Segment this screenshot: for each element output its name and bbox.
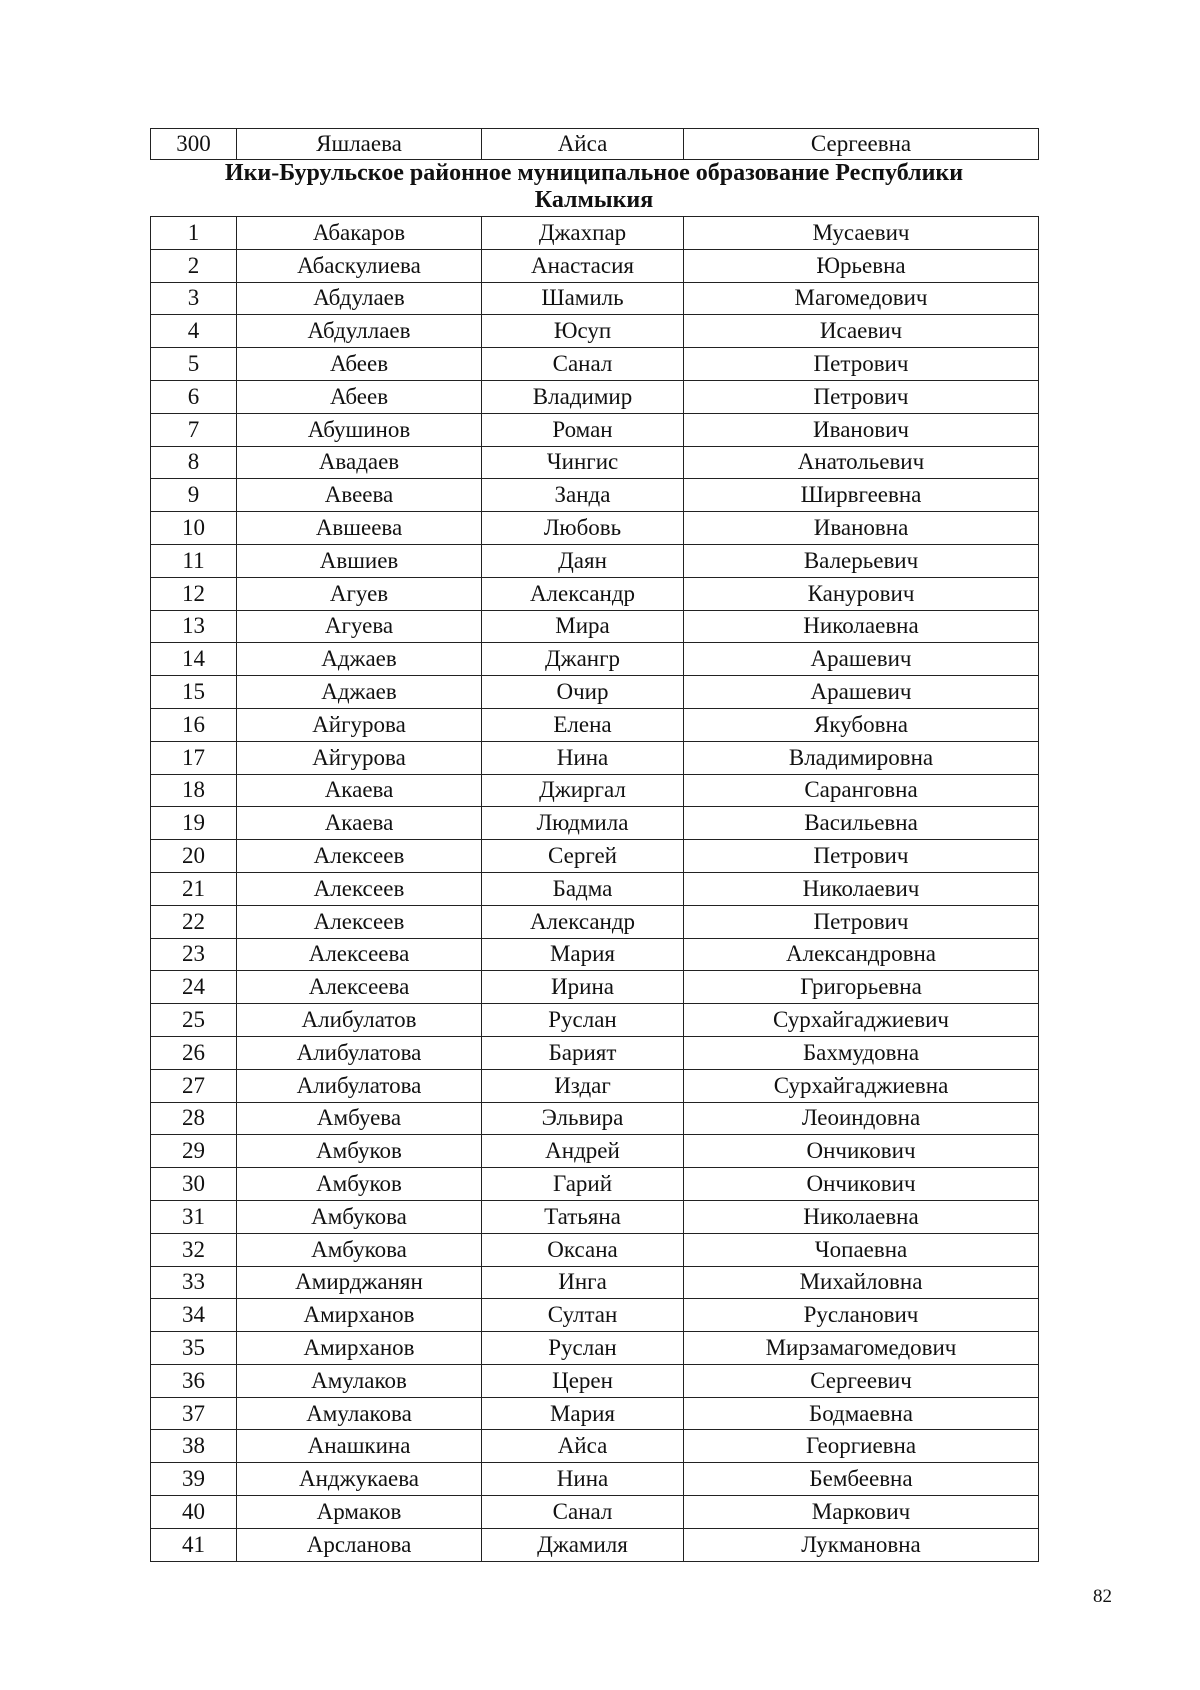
row-number-cell: 2 (151, 249, 237, 282)
last-name-cell: Абдуллаев (237, 315, 482, 348)
last-name-cell: Авшеева (237, 512, 482, 545)
patronymic-cell: Анатольевич (684, 446, 1039, 479)
patronymic-cell: Исаевич (684, 315, 1039, 348)
first-name-cell: Нина (482, 1463, 684, 1496)
row-number-cell: 8 (151, 446, 237, 479)
last-name-cell: Алексеев (237, 872, 482, 905)
last-name-cell: Амулаков (237, 1364, 482, 1397)
patronymic-cell: Бембеевна (684, 1463, 1039, 1496)
first-name-cell: Занда (482, 479, 684, 512)
patronymic-cell: Леоиндовна (684, 1102, 1039, 1135)
first-name-cell: Айса (482, 1430, 684, 1463)
first-name-cell: Роман (482, 413, 684, 446)
first-name-cell: Очир (482, 676, 684, 709)
first-name-cell: Оксана (482, 1233, 684, 1266)
first-name-cell: Санал (482, 348, 684, 381)
row-number-cell: 35 (151, 1332, 237, 1365)
table-row (151, 315, 1039, 348)
last-name-cell: Алексеева (237, 938, 482, 971)
patronymic-cell: Бодмаевна (684, 1397, 1039, 1430)
row-number-cell: 3 (151, 282, 237, 315)
patronymic-cell: Петрович (684, 905, 1039, 938)
row-number-cell: 21 (151, 872, 237, 905)
row-number-cell: 36 (151, 1364, 237, 1397)
row-number-cell: 18 (151, 774, 237, 807)
row-number-cell: 28 (151, 1102, 237, 1135)
section-heading (150, 160, 1038, 214)
first-name-cell: Инга (482, 1266, 684, 1299)
table-row (151, 129, 1039, 160)
patronymic-cell: Николаевна (684, 1200, 1039, 1233)
patronymic-cell: Ончикович (684, 1135, 1039, 1168)
last-name-cell: Анашкина (237, 1430, 482, 1463)
row-number-cell: 13 (151, 610, 237, 643)
last-name-cell: Абдулаев (237, 282, 482, 315)
table-row (151, 938, 1039, 971)
patronymic-cell: Иванович (684, 413, 1039, 446)
first-name-cell: Джангр (482, 643, 684, 676)
row-number-cell: 24 (151, 971, 237, 1004)
first-name-cell: Чингис (482, 446, 684, 479)
patronymic-cell: Николаевич (684, 872, 1039, 905)
row-number-cell: 25 (151, 1004, 237, 1037)
first-name-cell: Александр (482, 577, 684, 610)
patronymic-cell: Мусаевич (684, 217, 1039, 250)
patronymic-cell: Русланович (684, 1299, 1039, 1332)
table-row (151, 643, 1039, 676)
table-row (151, 807, 1039, 840)
last-name-cell: Арсланова (237, 1528, 482, 1561)
first-name-cell: Татьяна (482, 1200, 684, 1233)
table-row (151, 512, 1039, 545)
first-name-cell: Шамиль (482, 282, 684, 315)
patronymic-cell: Васильевна (684, 807, 1039, 840)
first-name-cell: Александр (482, 905, 684, 938)
first-name-cell: Владимир (482, 380, 684, 413)
table-row (151, 577, 1039, 610)
row-number-cell: 39 (151, 1463, 237, 1496)
row-number-cell: 20 (151, 840, 237, 873)
table-row (151, 1200, 1039, 1233)
row-number-cell: 40 (151, 1496, 237, 1529)
last-name-cell: Аджаев (237, 643, 482, 676)
last-name-cell: Акаева (237, 807, 482, 840)
patronymic-cell: Николаевна (684, 610, 1039, 643)
patronymic-cell: Магомедович (684, 282, 1039, 315)
last-name-cell: Амбуков (237, 1135, 482, 1168)
patronymic-cell: Григорьевна (684, 971, 1039, 1004)
first-name-cell: Джиргал (482, 774, 684, 807)
last-name-cell: Акаева (237, 774, 482, 807)
table-row (151, 217, 1039, 250)
row-number-cell: 9 (151, 479, 237, 512)
table-row (151, 1168, 1039, 1201)
patronymic-cell: Сурхайгаджиевна (684, 1069, 1039, 1102)
table-row (151, 1463, 1039, 1496)
last-name-cell: Авадаев (237, 446, 482, 479)
row-number-cell: 7 (151, 413, 237, 446)
last-name-cell: Абакаров (237, 217, 482, 250)
patronymic-cell: Арашевич (684, 643, 1039, 676)
section-heading-line: Калмыкия (534, 187, 654, 213)
row-number-cell: 32 (151, 1233, 237, 1266)
first-name-cell: Анастасия (482, 249, 684, 282)
table-row (151, 971, 1039, 1004)
patronymic-cell: Петрович (684, 348, 1039, 381)
row-number-cell: 31 (151, 1200, 237, 1233)
first-name-cell: Мира (482, 610, 684, 643)
row-number-cell: 33 (151, 1266, 237, 1299)
row-number-cell: 14 (151, 643, 237, 676)
table-row (151, 1069, 1039, 1102)
patronymic-cell: Юрьевна (684, 249, 1039, 282)
table-row (151, 774, 1039, 807)
table-row (151, 872, 1039, 905)
first-name-cell: Руслан (482, 1004, 684, 1037)
table-row (151, 1364, 1039, 1397)
last-name-cell: Алексеев (237, 905, 482, 938)
table-row (151, 282, 1039, 315)
last-name-cell: Агуев (237, 577, 482, 610)
last-name-cell: Алибулатов (237, 1004, 482, 1037)
row-number-cell: 34 (151, 1299, 237, 1332)
patronymic-cell: Арашевич (684, 676, 1039, 709)
first-name-cell: Руслан (482, 1332, 684, 1365)
last-name-cell: Аджаев (237, 676, 482, 709)
last-name-cell: Амирханов (237, 1299, 482, 1332)
row-number-cell: 29 (151, 1135, 237, 1168)
last-name-cell: Абеев (237, 380, 482, 413)
table-row (151, 479, 1039, 512)
patronymic-cell: Сурхайгаджиевич (684, 1004, 1039, 1037)
patronymic-cell: Петрович (684, 840, 1039, 873)
last-name-cell: Абаскулиева (237, 249, 482, 282)
last-name-cell: Амирджанян (237, 1266, 482, 1299)
patronymic-cell: Канурович (684, 577, 1039, 610)
patronymic-cell: Петрович (684, 380, 1039, 413)
table-row (151, 1397, 1039, 1430)
patronymic-cell: Ончикович (684, 1168, 1039, 1201)
table-row (151, 1496, 1039, 1529)
table-row (151, 676, 1039, 709)
table-row (151, 708, 1039, 741)
last-name-cell: Агуева (237, 610, 482, 643)
row-number-cell: 300 (151, 129, 237, 160)
last-name-cell: Алибулатова (237, 1036, 482, 1069)
table-row (151, 741, 1039, 774)
last-name-cell: Абушинов (237, 413, 482, 446)
patronymic-cell: Бахмудовна (684, 1036, 1039, 1069)
last-name-cell: Абеев (237, 348, 482, 381)
last-name-cell: Яшлаева (237, 129, 482, 160)
first-name-cell: Сергей (482, 840, 684, 873)
first-name-cell: Любовь (482, 512, 684, 545)
first-name-cell: Церен (482, 1364, 684, 1397)
patronymic-cell: Ширвгеевна (684, 479, 1039, 512)
last-name-cell: Алибулатова (237, 1069, 482, 1102)
first-name-cell: Эльвира (482, 1102, 684, 1135)
last-name-cell: Алексеев (237, 840, 482, 873)
section-heading-line: Ики-Бурульское районное муниципальное образование Республики (224, 160, 964, 186)
table-row (151, 1102, 1039, 1135)
table-row (151, 446, 1039, 479)
patronymic-cell: Лукмановна (684, 1528, 1039, 1561)
patronymic-cell: Мирзамагомедович (684, 1332, 1039, 1365)
table-row (151, 1332, 1039, 1365)
row-number-cell: 12 (151, 577, 237, 610)
row-number-cell: 4 (151, 315, 237, 348)
row-number-cell: 1 (151, 217, 237, 250)
patronymic-cell: Ивановна (684, 512, 1039, 545)
first-name-cell: Нина (482, 741, 684, 774)
names-table (150, 216, 1039, 1562)
first-name-cell: Ирина (482, 971, 684, 1004)
first-name-cell: Султан (482, 1299, 684, 1332)
first-name-cell: Санал (482, 1496, 684, 1529)
first-name-cell: Елена (482, 708, 684, 741)
first-name-cell: Бадма (482, 872, 684, 905)
last-name-cell: Амбуева (237, 1102, 482, 1135)
first-name-cell: Мария (482, 1397, 684, 1430)
patronymic-cell: Чопаевна (684, 1233, 1039, 1266)
last-name-cell: Армаков (237, 1496, 482, 1529)
last-name-cell: Айгурова (237, 708, 482, 741)
table-row (151, 348, 1039, 381)
patronymic-cell: Валерьевич (684, 544, 1039, 577)
first-name-cell: Людмила (482, 807, 684, 840)
last-name-cell: Амулакова (237, 1397, 482, 1430)
table-row (151, 1135, 1039, 1168)
table-row (151, 610, 1039, 643)
first-name-cell: Гарий (482, 1168, 684, 1201)
table-row (151, 1233, 1039, 1266)
row-number-cell: 16 (151, 708, 237, 741)
last-name-cell: Анджукаева (237, 1463, 482, 1496)
patronymic-cell: Маркович (684, 1496, 1039, 1529)
row-number-cell: 6 (151, 380, 237, 413)
row-number-cell: 17 (151, 741, 237, 774)
table-row (151, 249, 1039, 282)
row-number-cell: 26 (151, 1036, 237, 1069)
row-number-cell: 15 (151, 676, 237, 709)
patronymic-cell: Михайловна (684, 1266, 1039, 1299)
patronymic-cell: Сергеевич (684, 1364, 1039, 1397)
previous-section-table (150, 128, 1039, 160)
first-name-cell: Барият (482, 1036, 684, 1069)
table-row (151, 1036, 1039, 1069)
last-name-cell: Амбукова (237, 1200, 482, 1233)
patronymic-cell: Саранговна (684, 774, 1039, 807)
patronymic-cell: Владимировна (684, 741, 1039, 774)
patronymic-cell: Якубовна (684, 708, 1039, 741)
row-number-cell: 22 (151, 905, 237, 938)
table-row (151, 413, 1039, 446)
page-number: 82 (1093, 1586, 1112, 1607)
table-row (151, 905, 1039, 938)
row-number-cell: 37 (151, 1397, 237, 1430)
first-name-cell: Джахпар (482, 217, 684, 250)
first-name-cell: Айса (482, 129, 684, 160)
table-row (151, 1004, 1039, 1037)
last-name-cell: Алексеева (237, 971, 482, 1004)
first-name-cell: Даян (482, 544, 684, 577)
last-name-cell: Авшиев (237, 544, 482, 577)
first-name-cell: Андрей (482, 1135, 684, 1168)
last-name-cell: Амбуков (237, 1168, 482, 1201)
first-name-cell: Мария (482, 938, 684, 971)
table-row (151, 1528, 1039, 1561)
table-row (151, 840, 1039, 873)
row-number-cell: 38 (151, 1430, 237, 1463)
first-name-cell: Юсуп (482, 315, 684, 348)
patronymic-cell: Сергеевна (684, 129, 1039, 160)
row-number-cell: 27 (151, 1069, 237, 1102)
last-name-cell: Амирханов (237, 1332, 482, 1365)
row-number-cell: 19 (151, 807, 237, 840)
last-name-cell: Авеева (237, 479, 482, 512)
row-number-cell: 23 (151, 938, 237, 971)
table-row (151, 1430, 1039, 1463)
row-number-cell: 10 (151, 512, 237, 545)
row-number-cell: 5 (151, 348, 237, 381)
patronymic-cell: Георгиевна (684, 1430, 1039, 1463)
row-number-cell: 30 (151, 1168, 237, 1201)
names-table-body (151, 217, 1039, 1562)
first-name-cell: Джамиля (482, 1528, 684, 1561)
patronymic-cell: Александровна (684, 938, 1039, 971)
first-name-cell: Издаг (482, 1069, 684, 1102)
row-number-cell: 41 (151, 1528, 237, 1561)
row-number-cell: 11 (151, 544, 237, 577)
table-row (151, 380, 1039, 413)
table-row (151, 1299, 1039, 1332)
last-name-cell: Амбукова (237, 1233, 482, 1266)
table-row (151, 544, 1039, 577)
table-row (151, 1266, 1039, 1299)
last-name-cell: Айгурова (237, 741, 482, 774)
